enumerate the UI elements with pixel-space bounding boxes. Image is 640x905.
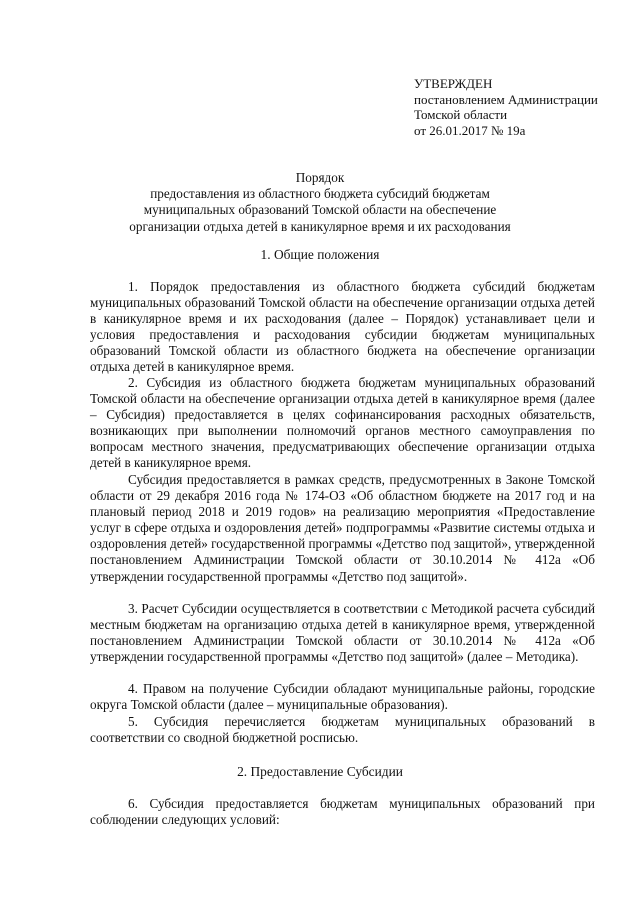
paragraph-4: 3. Расчет Субсидии осуществляется в соответствии с Методикой расчета субсидий местным бюджетам на организацию отдыха детей в каникулярное время, утвержденной постановлением Администрации Томской области от 30.10.2014 № 412а «Об утверждении государственной программы «Детство под защитой» (далее – Методика). [90,601,595,665]
paragraph-2: 2. Субсидия из областного бюджета бюджетам муниципальных образований Томской области на обеспечение организации отдыха детей в каникулярное время (далее – Субсидия) предоставляется в целях софинансирования расходных обязательств, возникающих при выполнении полномочий органов местного самоуправления по вопросам местного значения, предусматривающих обеспечение организации отдыха детей в каникулярное время. [90,375,595,471]
document-title [90,170,550,235]
paragraph-7: 6. Субсидия предоставляется бюджетам муниципальных образований при соблюдении следующих условий: [90,796,595,828]
paragraph-3: Субсидия предоставляется в рамках средств, предусмотренных в Законе Томской области от 29 декабря 2016 года № 174-ОЗ «Об областном бюджете на 2017 год и на плановый период 2018 и 2019 годов» на реализацию мероприятия «Предоставление услуг в сфере отдыха и оздоровления детей» подпрограммы «Развитие системы отдыха и оздоровления детей» государственной программы «Детство под защитой», утвержденной постановлением Администрации Томской области от 30.10.2014 № 412а «Об утверждении государственной программы «Детство под защитой». [90,472,595,584]
approval-line-4: от 26.01.2017 № 19а [414,122,526,138]
paragraph-6: 5. Субсидия перечисляется бюджетам муниципальных образований в соответствии со сводной бюджетной росписью. [90,714,595,746]
approval-line-2: постановлением Администрации [414,91,598,107]
title-line-3: муниципальных образований Томской области на обеспечение [143,202,497,218]
title-line-4: организации отдыха детей в каникулярное время и их расходования [129,218,511,234]
section-heading-2: 2. Предоставление Субсидии [237,764,403,779]
title-line-2: предоставления из областного бюджета субсидий бюджетам [150,186,490,202]
title-line-1: Порядок [295,170,345,185]
section-heading-1: 1. Общие положения [260,247,380,262]
paragraph-1: 1. Порядок предоставления из областного бюджета субсидий бюджетам муниципальных образований Томской области на обеспечение организации отдыха детей в каникулярное время и их расходования (далее – Порядок) устанавливает цели и условия предоставления и расходования субсидии бюджетам муниципальных образований Томской области из областного бюджета на обеспечение организации отдыха детей в каникулярное время. [90,279,595,375]
approval-stamp [414,76,598,138]
approval-line-3: Томской области [414,107,508,123]
paragraph-5: 4. Правом на получение Субсидии обладают муниципальные районы, городские округа Томской области (далее – муниципальные образования). [90,681,595,713]
approval-line-1: УТВЕРЖДЕН [414,76,493,91]
